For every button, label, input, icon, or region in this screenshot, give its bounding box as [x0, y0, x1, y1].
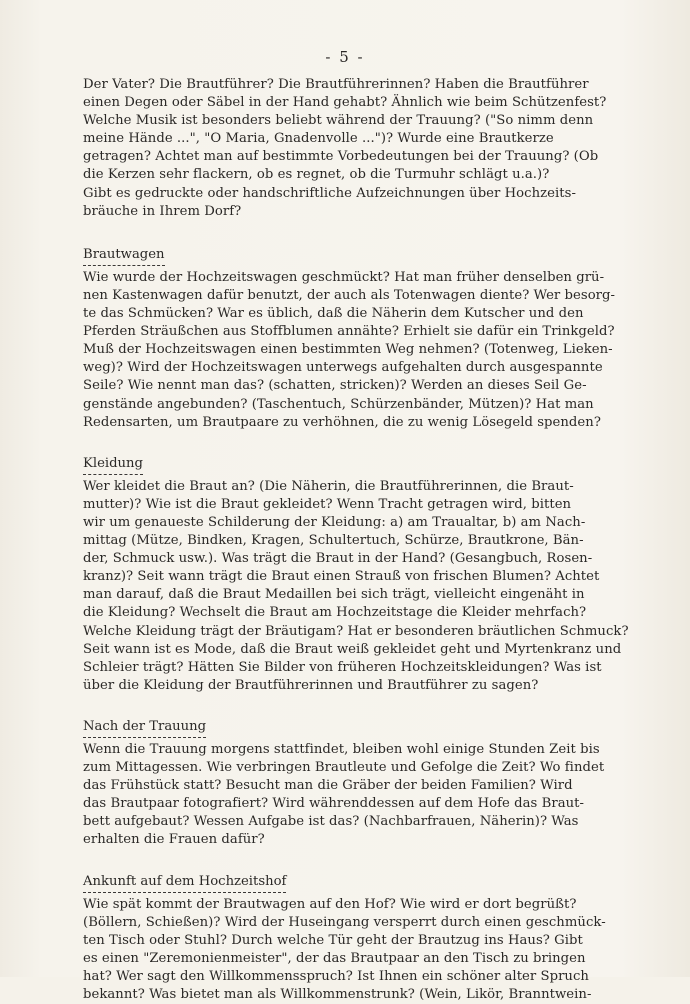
- text-line: te das Schmücken? War es üblich, daß die Näherin dem Kutscher und den: [83, 306, 584, 322]
- text-line: wir um genaueste Schilderung der Kleidung: a) am Traualtar, b) am Nach-: [83, 514, 586, 530]
- text-line: mutter)? Wie ist die Braut gekleidet? Wenn Tracht getragen wird, bitten: [83, 496, 572, 512]
- text-line: man darauf, daß die Braut Medaillen bei sich trägt, vielleicht eingenäht in: [83, 587, 585, 603]
- text-line: zum Mittagessen. Wie verbringen Brautleute und Gefolge die Zeit? Wo findet: [83, 760, 605, 776]
- intro-paragraph: [83, 76, 628, 221]
- text-line: Seit wann ist es Mode, daß die Braut weiß gekleidet geht und Myrtenkranz und: [83, 641, 622, 657]
- text-line: Wer kleidet die Braut an? (Die Näherin, die Brautführerinnen, die Braut-: [83, 478, 574, 494]
- text-line: es einen "Zeremonienmeister", der das Brautpaar an den Tisch zu bringen: [83, 950, 586, 966]
- text-line: Gibt es gedruckte oder handschriftliche Aufzeichnungen über Hochzeits-: [83, 185, 576, 201]
- text-line: das Frühstück statt? Besucht man die Gräber der beiden Familien? Wird: [83, 778, 573, 794]
- text-line: bett aufgebaut? Wessen Aufgabe ist das? (Nachbarfrauen, Näherin)? Was: [83, 814, 579, 830]
- document-body: [83, 76, 628, 1004]
- text-line: weg)? Wird der Hochzeitswagen unterwegs aufgehalten durch ausgespannte: [83, 360, 603, 376]
- section-nach-der-trauung: [83, 715, 628, 850]
- section-heading: Ankunft auf dem Hochzeitshof: [83, 873, 286, 893]
- section-brautwagen: [83, 243, 628, 432]
- section-heading: Brautwagen: [83, 246, 165, 266]
- text-line: Wie spät kommt der Brautwagen auf den Hof? Wie wird er dort begrüßt?: [83, 896, 577, 912]
- text-line: über die Kleidung der Brautführerinnen und Brautführer zu sagen?: [83, 677, 539, 693]
- section-ankunft: [83, 870, 628, 1004]
- text-line: Der Vater? Die Brautführer? Die Brautführerinnen? Haben die Brautführer: [83, 77, 589, 92]
- page-number: - 5 -: [325, 48, 365, 66]
- text-line: der, Schmuck usw.). Was trägt die Braut in der Hand? (Gesangbuch, Rosen-: [83, 551, 593, 567]
- text-line: (Böllern, Schießen)? Wird der Huseingang versperrt durch einen geschmück-: [83, 914, 606, 930]
- text-line: das Brautpaar fotografiert? Wird währenddessen auf dem Hofe das Braut-: [83, 796, 585, 812]
- text-line: Pferden Sträußchen aus Stoffblumen annähte? Erhielt sie dafür ein Trinkgeld?: [83, 324, 615, 340]
- text-line: Welche Musik ist besonders beliebt während der Trauung? ("So nimm denn: [83, 113, 594, 129]
- text-line: erhalten die Frauen dafür?: [83, 832, 265, 848]
- text-line: die Kleidung? Wechselt die Braut am Hochzeitstage die Kleider mehrfach?: [83, 605, 587, 621]
- text-line: Redensarten, um Brautpaare zu verhöhnen, die zu wenig Lösegeld spenden?: [83, 414, 601, 430]
- text-line: die Kerzen sehr flackern, ob es regnet, ob die Turmuhr schlägt u.a.)?: [83, 167, 550, 183]
- text-line: meine Hände ...", "O Maria, Gnadenvolle ...")? Wurde eine Brautkerze: [83, 131, 554, 147]
- text-line: Wenn die Trauung morgens stattfindet, bleiben wohl einige Stunden Zeit bis: [83, 742, 600, 757]
- text-line: Seile? Wie nennt man das? (schatten, stricken)? Werden an dieses Seil Ge-: [83, 378, 587, 394]
- text-line: einen Degen oder Säbel in der Hand gehabt? Ähnlich wie beim Schützenfest?: [83, 95, 607, 111]
- section-heading: Nach der Trauung: [83, 718, 206, 738]
- text-line: Welche Kleidung trägt der Bräutigam? Hat er besonderen bräutlichen Schmuck?: [83, 623, 629, 639]
- text-line: genstände angebunden? (Taschentuch, Schürzenbänder, Mützen)? Hat man: [83, 396, 594, 412]
- text-line: mittag (Mütze, Bindken, Kragen, Schultertuch, Schürze, Brautkrone, Bän-: [83, 533, 584, 549]
- text-line: Wie wurde der Hochzeitswagen geschmückt? Hat man früher denselben grü-: [83, 269, 605, 285]
- text-line: ten Tisch oder Stuhl? Durch welche Tür geht der Brautzug ins Haus? Gibt: [83, 932, 583, 948]
- text-line: bekannt? Was bietet man als Willkommenstrunk? (Wein, Likör, Branntwein-: [83, 987, 592, 1003]
- section-heading: Kleidung: [83, 455, 143, 475]
- text-line: Schleier trägt? Hätten Sie Bilder von früheren Hochzeitskleidungen? Was ist: [83, 659, 602, 675]
- text-line: Muß der Hochzeitswagen einen bestimmten Weg nehmen? (Totenweg, Lieken-: [83, 342, 613, 358]
- text-line: hat? Wer sagt den Willkommensspruch? Ist Ihnen ein schöner alter Spruch: [83, 969, 589, 985]
- text-line: getragen? Achtet man auf bestimmte Vorbedeutungen bei der Trauung? (Ob: [83, 149, 599, 165]
- text-line: nen Kastenwagen dafür benutzt, der auch als Totenwagen diente? Wer besorg-: [83, 287, 616, 303]
- text-line: bräuche in Ihrem Dorf?: [83, 203, 242, 219]
- section-kleidung: [83, 452, 628, 695]
- text-line: kranz)? Seit wann trägt die Braut einen Strauß von frischen Blumen? Achtet: [83, 569, 600, 585]
